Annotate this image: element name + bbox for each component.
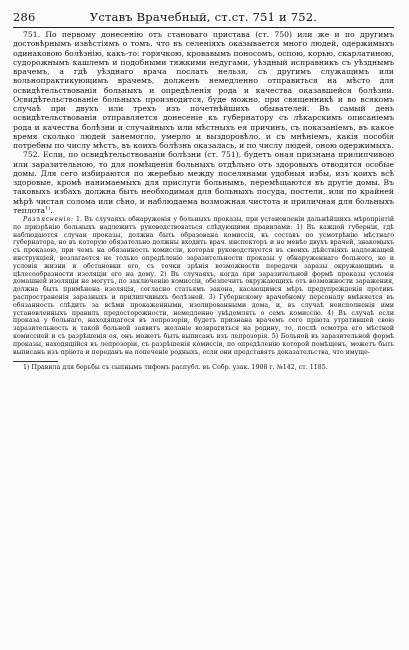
page — [13, 8, 394, 372]
running-title: Уставъ Врачебный, ст.ст. 751 и 752. — [89, 10, 318, 24]
page-header — [13, 8, 394, 26]
header-rule — [13, 27, 394, 28]
explanations-text: 1. Въ случаяхъ обнаруженія у больныхъ проказы, при установленіи дальнѣйшихъ мѣропріятій по призрѣнію больныхъ надлежитъ руководствоваться слѣдующими правилами: 1) Въ каждой губерніи, гдѣ наблюдаются случаи проказы, должна быть образована комиссія, въ составъ по усмотрѣнію мѣстнаго губернатора, но въ которую обязательно должны входить врач. инспекторъ и не менѣе двухъ врачей, знакомыхъ съ проказою, при чемъ на обязанность комиссіи, которая руководствуется въ своихъ дѣйствіяхъ надлежащей инструкціей, возлагается не только опредѣленіе заразительности проказы у обнаруженнаго больного, но и условія жизни и обстановки его, съ точки зрѣнія возможности передачи заразы окружающимъ и цѣлесообразности изоляціи его на дому. 2) Въ случаяхъ, когда при заразительной формѣ проказы условія домашней изоляціи не могутъ, по заключенію комиссіи, обезпечить окружающихъ отъ возможности заражения, должна быть примѣнена изоляція, согласно статьямъ закона, касающимся мѣръ предупрежденія противъ распространенія заразныхъ и прилипчивыхъ болѣзней. 3) Губернскому врачебному персоналу вмѣняется въ обязанность слѣдить за всѣми прокаженными, изолированными дома, и, въ случаѣ неисполненія ими установленныхъ правилъ предосторожности, немедленно увѣдомлять о семъ комиссію. 4) Въ случаѣ если проказа у больнаго, находящагося въ лепрозоріи, будетъ признана врачемъ сего пріюта утратившей свою заразительность и такой больной заявитъ желаніе возвратиться на родину, то, послѣ осмотра его мѣстной комиссией и съ разрѣшенія ея, онъ можетъ быть выписанъ изъ лепрозорія. 5) Больной въ заразительной формѣ проказы, находящійся въ лепрозоріи, съ разрѣшенія комиссіи, по опредѣленію которой помѣщенъ, можетъ быть выписанъ изъ пріюта и переданъ на попеченіе родныхъ, если они представятъ доказательства, что имуще- — [13, 216, 394, 356]
explanations — [13, 216, 394, 356]
article-751: 751. По первому донесенію отъ становаго пристава (ст. 750) или же и по другимъ достовѣрнымъ извѣстіямъ о томъ, что въ селеніяхъ оказывается много людей, одержимыхъ одинаковою болѣзнію, какъ-то: горячкою, кровавымъ поносомъ, оспою, корью, скарлатиною, судорожнымъ кашлемъ и подобными тяжкими недугами, уѣздный исправникъ съ уѣзднымъ врачемъ, а гдѣ уѣзднаго врача послать нельзя, съ другимъ служащимъ или вольнопрактикующимъ врачемъ, долженъ немедленно отправиться на мѣсто для освидѣтельствованія больныхъ и опредѣленія рода и качества оказавшейся болѣзни. Освидѣтельствованіе больныхъ производится, буде можно, при священникѣ и во всякомъ случаѣ при двухъ или трехъ изъ почетнѣйшихъ обывателей. Въ самый день освидѣтельствованія отправляется донесеніе къ губернатору съ лѣкарскимъ описаніемъ рода и качества болѣзни и случайныхъ или мѣстныхъ ея причинъ, съ показаніемъ, въ какое время сколько людей занемогло, умерло и выздоровѣло, и съ мнѣніемъ, какія пособія потребны по числу мѣстъ, въ коихъ болѣзнь оказалась, и по числу людей, оною одержимыхъ. — [13, 30, 394, 150]
explanations-label: Разъясненія: — [23, 216, 74, 223]
footnote-ref: 1) — [45, 205, 51, 212]
footnote: 1) Правила для борьбы съ сыпнымъ тифомъ распубл. въ Собр. узак. 1908 г. №142, ст. 1185. — [23, 364, 328, 372]
page-number: 286 — [13, 10, 36, 24]
footnote-rule — [13, 361, 58, 362]
article-752-text: 752. Если, по освидѣтельствованіи болѣзни (ст. 751), будетъ оная признана прилипчивою или заразительною, то для помѣщенія больныхъ отдѣльно отъ здоровыхъ отводятся особые домы. Для сего избираются по жеребью между поселянами удобныя избы, изъ коихъ всѣ здоровые, кромѣ нанимаемыхъ для прислуги больнымъ, перемѣщаются въ другіе домы. Въ таковыхъ избахъ должна быть необходимая для больныхъ посуда, постели, или по крайней мѣрѣ чистая солома или сѣно, и наблюдаема возможная чистота и приличная для больныхъ теплота — [13, 150, 394, 215]
article-752: 752. Если, по освидѣтельствованіи болѣзни (ст. 751), будетъ оная признана прилипчивою или заразительною, то для помѣщенія больныхъ отдѣльно отъ здоровыхъ отводятся особые домы. Для сего избираются по жеребью между поселянами удобныя избы, изъ коихъ всѣ здоровые, кромѣ нанимаемыхъ для прислуги больнымъ, перемѣщаются въ другіе домы. Въ таковыхъ избахъ должна быть необходимая для больныхъ посуда, постели, или по крайней мѣрѣ чистая солома или сѣно, и наблюдаема возможная чистота и приличная для больныхъ теплота$^{1)}$. — [13, 150, 394, 215]
